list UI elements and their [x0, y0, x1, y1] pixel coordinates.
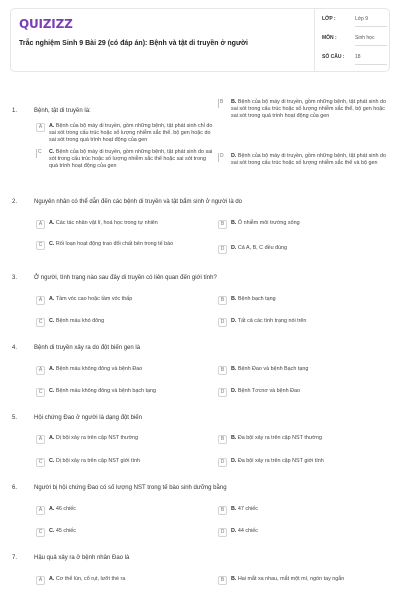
option-label: A.: [49, 576, 55, 582]
option-label: B.: [231, 99, 237, 105]
question-number: 1.: [12, 108, 18, 114]
option-text: Bệnh bạch tạng: [237, 296, 276, 302]
option-text: 47 chiếc: [237, 506, 258, 512]
question-number: 4.: [12, 345, 18, 351]
option-letter: A: [36, 220, 45, 229]
option-letter: C: [36, 318, 45, 327]
question-text: Nguyên nhân có thể dẫn đến các bệnh di truyền và tật bẩm sinh ở người là do: [34, 199, 243, 205]
option-letter: B: [218, 435, 227, 444]
option-label: C.: [49, 528, 55, 534]
question-text: Hội chứng Đao ở người là dạng đột biến: [34, 415, 142, 421]
option-label: A.: [49, 366, 55, 372]
option-label: D.: [231, 318, 237, 324]
option-letter: C: [36, 528, 45, 537]
option-text: Bệnh của bộ máy di truyền, gồm những bệnh, tật phát sinh do sai sót trong cấu trúc hoặc số lượng nhiễm sắc thể hoặc sai sót trong quá trình hoạt động của gen: [49, 149, 213, 170]
question-number: 3.: [12, 275, 18, 281]
option-letter: D: [218, 388, 227, 397]
option-text: Bệnh Tơcnơ và bệnh Đao: [237, 388, 301, 394]
worksheet-title: Trắc nghiệm Sinh 9 Bài 29 (có đáp án): Bệnh và tật di truyền ở người: [19, 40, 248, 47]
question-number: 2.: [12, 199, 18, 205]
meta-panel: [314, 9, 389, 71]
option-label: C.: [49, 318, 55, 324]
option-letter: B: [218, 506, 227, 515]
option-text: Bệnh máu khó đông: [55, 318, 105, 324]
option-label: B.: [231, 220, 237, 226]
option-label: A.: [49, 123, 55, 129]
option-letter: C: [36, 388, 45, 397]
option-letter: A: [36, 435, 45, 444]
option-text: Bệnh máu không đông và bệnh bạch tạng: [55, 388, 157, 394]
meta-subject-value: Sinh học: [355, 35, 375, 41]
meta-grade-label: LỚP :: [322, 16, 336, 22]
option-text: Cơ thể lùn, cổ rụt, lưỡi thè ra: [55, 576, 126, 582]
divider: [355, 64, 387, 65]
option-letter: D: [218, 245, 227, 254]
option-text: Tất cả các tình trạng nói trên: [237, 318, 307, 324]
option-label: A.: [49, 506, 55, 512]
divider: [355, 45, 387, 46]
option-letter: D: [218, 528, 227, 537]
option-text: Bệnh máu không đông và bệnh Đao: [55, 366, 143, 372]
option-label: D.: [231, 528, 237, 534]
option-letter: A: [36, 296, 45, 305]
option-label: C.: [49, 241, 55, 247]
divider: [355, 26, 387, 27]
option-label: A.: [49, 220, 55, 226]
option-label: C.: [49, 458, 55, 464]
option-label: D.: [231, 388, 237, 394]
option-label: D.: [231, 458, 237, 464]
meta-subject-label: MÔN :: [322, 35, 337, 41]
question-text: Hậu quả xảy ra ở bệnh nhân Đao là: [34, 555, 130, 561]
meta-grade-value: Lớp 9: [355, 16, 369, 22]
option-text: Các tác nhân vật lí, hoá học trong tự nhiên: [55, 220, 158, 226]
option-label: B.: [231, 296, 237, 302]
question-text: Người bị hội chứng Đao có số lượng NST trong tế bào sinh dưỡng bằng: [34, 485, 227, 491]
option-label: D.: [231, 153, 237, 159]
option-text: Đa bội xảy ra trên cặp NST giới tính: [237, 458, 324, 464]
option-letter: A: [36, 576, 45, 585]
option-letter: D: [218, 458, 227, 467]
option-label: C.: [49, 149, 55, 155]
quizizz-logo[interactable]: QUIZIZZ: [19, 17, 73, 31]
option-text: Ô nhiễm môi trường sống: [237, 220, 300, 226]
option-letter: A: [36, 123, 45, 132]
option-letter: C: [36, 149, 41, 158]
option-letter: B: [218, 99, 223, 108]
meta-count-value: 18: [355, 54, 361, 60]
option-letter: B: [218, 220, 227, 229]
option-letter: A: [36, 366, 45, 375]
question-number: 6.: [12, 485, 18, 491]
option-text: Hai mắt xa nhau, mắt một mí, ngón tay ngắn: [237, 576, 345, 582]
option-text: Bệnh của bộ máy di truyền, gồm những bệnh, tật phát sinh do sai sót trong cấu trúc hoặc số lượng nhiễm sắc thể và bộ gen: [231, 153, 386, 167]
option-text: Dị bội xảy ra trên cặp NST giới tính: [55, 458, 140, 464]
option-text: Bệnh của bộ máy di truyền, gồm những bệnh, tật phát sinh do sai sót trong cấu trúc hoặc số lượng nhiễm sắc thể, bộ gen hoặc sai sót trong quá trình hoạt động của gen: [231, 99, 386, 120]
question-text: Bệnh, tật di truyền là:: [34, 108, 91, 114]
option-text: Rối loạn hoạt động trao đổi chất bên trong tế bào: [55, 241, 174, 247]
option-label: B.: [231, 576, 237, 582]
option-label: A.: [49, 435, 55, 441]
option-text: Cả A, B, C đều đúng: [237, 245, 288, 251]
option-label: D.: [231, 245, 237, 251]
option-text: Tầm vóc cao hoặc tầm vóc thấp: [55, 296, 133, 302]
option-text: 44 chiếc: [237, 528, 258, 534]
worksheet-header: [10, 8, 390, 72]
option-letter: D: [218, 153, 223, 162]
question-number: 7.: [12, 555, 18, 561]
option-label: A.: [49, 296, 55, 302]
option-text: Dị bội xảy ra trên cặp NST thường: [55, 435, 139, 441]
option-letter: D: [218, 318, 227, 327]
option-text: 46 chiếc: [55, 506, 76, 512]
option-letter: B: [218, 296, 227, 305]
option-letter: A: [36, 506, 45, 515]
option-letter: B: [218, 366, 227, 375]
option-letter: C: [36, 241, 45, 250]
option-text: Bệnh Đao và bệnh Bạch tạng: [237, 366, 309, 372]
option-label: B.: [231, 435, 237, 441]
option-text: Đa bội xảy ra trên cặp NST thường: [237, 435, 322, 441]
question-text: Bệnh di truyền xảy ra do đột biến gen là: [34, 345, 141, 351]
option-text: 45 chiếc: [55, 528, 76, 534]
meta-count-label: SỐ CÂU :: [322, 54, 345, 60]
option-label: B.: [231, 506, 237, 512]
option-text: Bệnh của bộ máy di truyền, gồm những bệnh, tật phát sinh chỉ do sai sót trong cấu trúc hoặc số lượng nhiễm sắc thể. bộ gen hoặc do sai sót trong quá trình hoạt động của gen: [49, 123, 213, 144]
question-text: Ở người, tình trạng nào sau đây di truyền có liên quan đến giới tính?: [34, 275, 217, 281]
option-label: C.: [49, 388, 55, 394]
question-number: 5.: [12, 415, 18, 421]
option-label: B.: [231, 366, 237, 372]
option-letter: B: [218, 576, 227, 585]
option-letter: C: [36, 458, 45, 467]
